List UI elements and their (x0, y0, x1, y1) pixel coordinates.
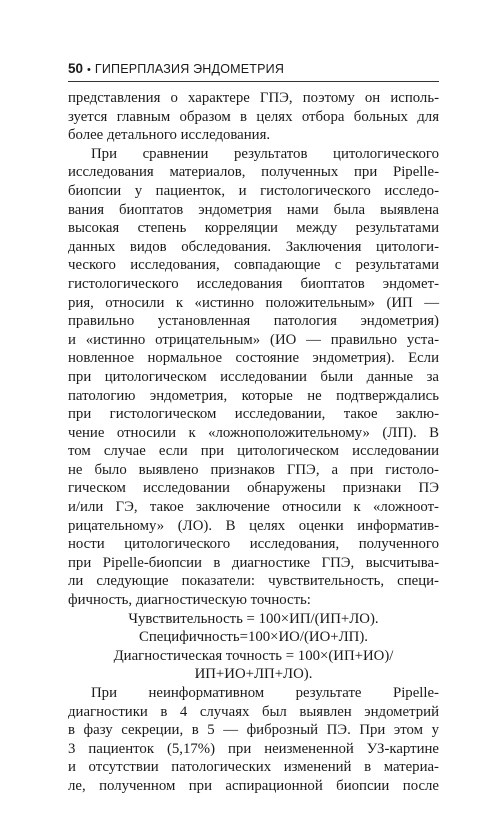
body-line: высокая степень корреляции между результатами (68, 220, 439, 237)
body-line: при цитологическом исследовании были данные за (68, 368, 439, 385)
formula-specificity: Специфичность=100×ИО/(ИО+ЛП). (139, 629, 368, 646)
body-line: гистологического исследования биоптатов эндомет- (68, 275, 439, 292)
running-title: ГИПЕРПЛАЗИЯ ЭНДОМЕТРИЯ (94, 62, 285, 76)
body-line: том случае если при цитологическом исследовании (68, 443, 439, 460)
body-line: гическом исследовании обнаружены признаки ПЭ (68, 480, 439, 497)
body-line: 3 пациенток (5,17%) при неизмененной УЗ-картине (68, 740, 439, 757)
formula-accuracy-denominator: ИП+ИО+ЛП+ЛО). (194, 666, 313, 683)
body-line: ности цитологического исследования, полученного (68, 536, 439, 553)
body-line: зуется главным образом в целях отбора больных для (68, 108, 439, 125)
body-line: чение относили к «ложноположительному» (ЛП). В (68, 424, 439, 441)
body-line: не было выявлено признаков ГПЭ, а при гистоло- (68, 461, 439, 478)
body-line: и/или ГЭ, такое заключение относили к «ложноот- (68, 499, 439, 516)
formula-accuracy: Диагностическая точность = 100×(ИП+ИО)/ (113, 647, 394, 664)
body-line: в фазу секреции, в 5 — фиброзный ПЭ. При этом у (68, 722, 439, 739)
body-line: ческого исследования, совпадающие с результатами (68, 257, 439, 274)
body-line: при гистологическом исследовании, такое заклю- (68, 406, 439, 423)
body-line: При неинформативном результате Pipelle- (91, 685, 439, 701)
body-line: вания биоптатов эндометрия нами была выявлена (68, 201, 439, 218)
body-line: При сравнении результатов цитологического (91, 145, 439, 162)
body-line: биопсии у пациенток, и гистологического исследо- (68, 182, 439, 199)
formula-sensitivity: Чувствительность = 100×ИП/(ИП+ЛО). (128, 610, 379, 627)
body-line: и отсутствии патологических изменений в материа- (68, 759, 439, 776)
body-line: данных видов обследования. Заключения цитологи- (68, 238, 439, 255)
body-line: ле, полученном при аспирационной биопсии после (68, 777, 439, 794)
body-line: фичность, диагностическую точность: (68, 592, 311, 609)
body-line: более детального исследования. (68, 127, 271, 144)
page-number: 50 (68, 61, 84, 76)
body-line: правильно установленная патология эндометрия) (68, 313, 439, 330)
body-line: патологию эндометрия, которые не подтверждались (68, 387, 439, 404)
header-rule (68, 81, 439, 82)
body-line: рицательному» (ЛО). В целях оценки информатив- (68, 517, 439, 534)
body-line: исследования материалов, полученных при Pipelle- (68, 164, 439, 181)
running-header (68, 61, 438, 83)
bullet-separator: • (87, 64, 91, 76)
body-line: диагностики в 4 случаях был выявлен эндометрий (68, 703, 439, 720)
body-line: рия, относили к «истинно положительным» (ИП — (68, 294, 439, 311)
body-line: ли следующие показатели: чувствительность, специ- (68, 573, 439, 590)
page-body (68, 89, 439, 796)
body-line: новленное нормальное состояние эндометрия). Если (68, 350, 439, 367)
body-line: и «истинно отрицательным» (ИО — правильно уста- (68, 331, 439, 348)
body-line: при Pipelle-биопсии в диагностике ГПЭ, высчитыва- (68, 554, 439, 571)
body-line: представления о характере ГПЭ, поэтому он исполь- (68, 90, 439, 106)
